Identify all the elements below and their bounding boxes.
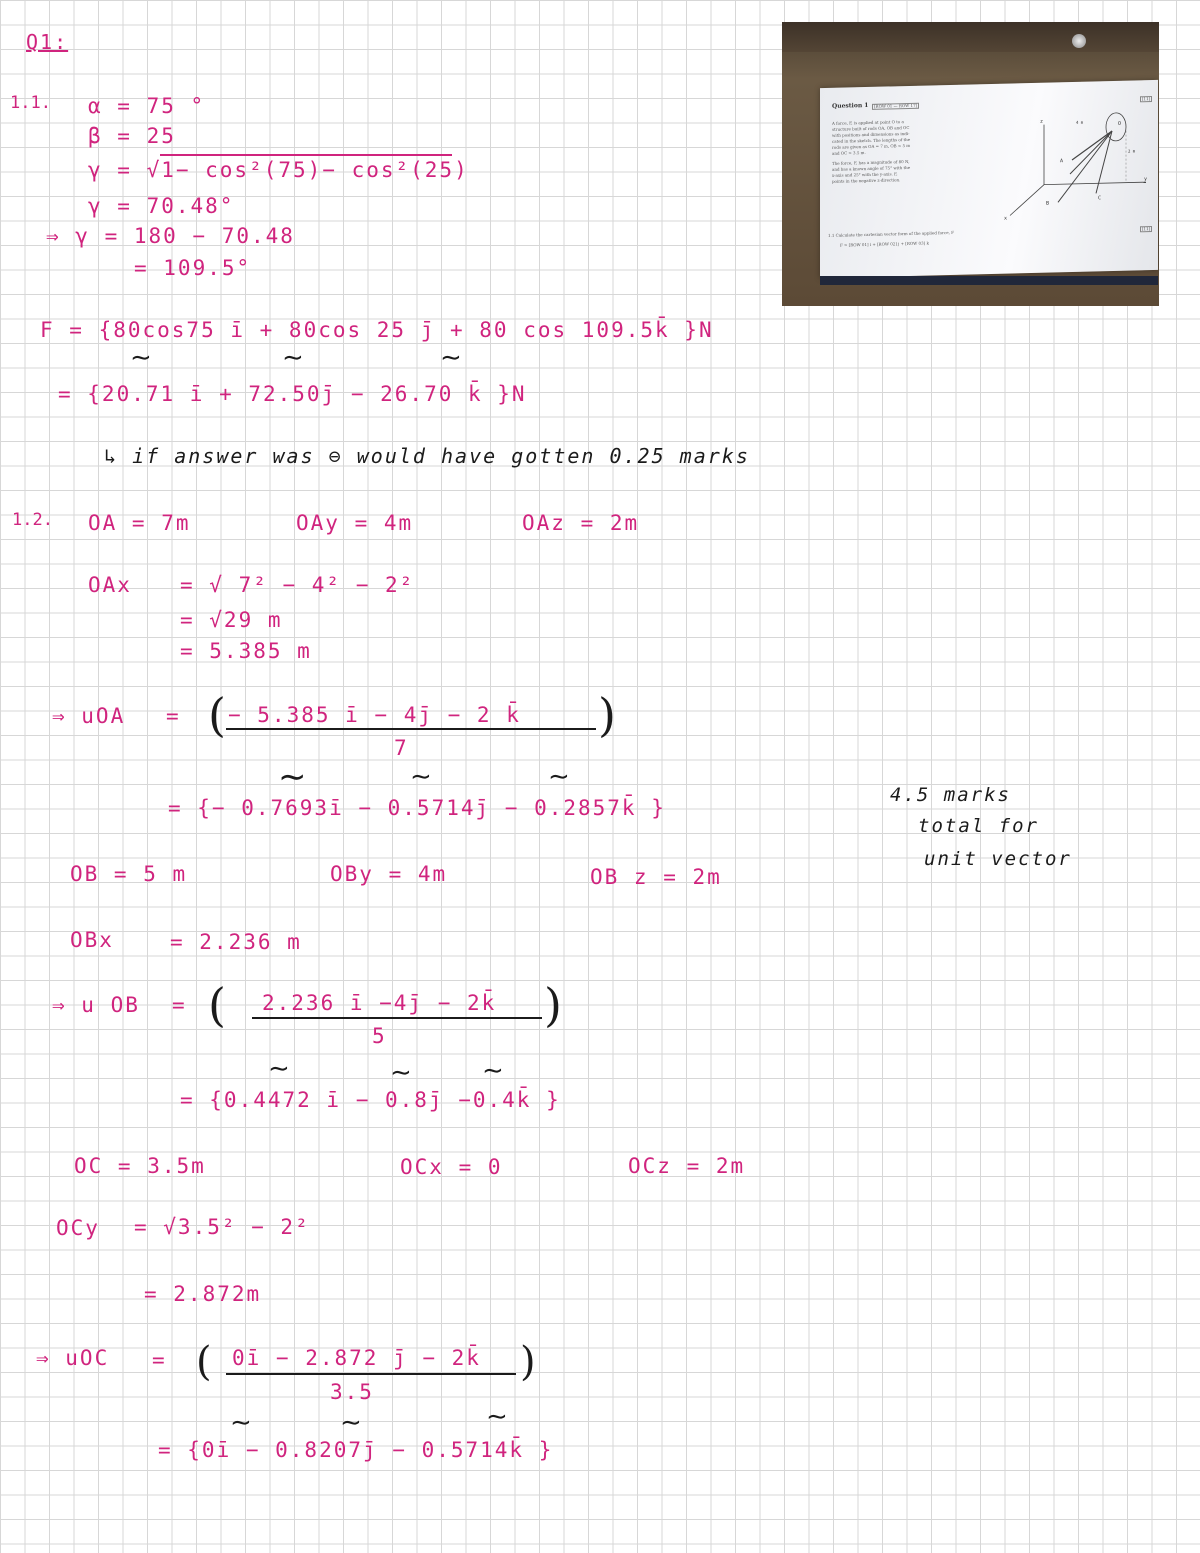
ceiling	[782, 22, 1159, 52]
uoc-numerator: 0ī − 2.872 j̄ − 2k̄	[232, 1346, 481, 1370]
tilde-mark: ∼	[482, 1056, 504, 1086]
right-paren: )	[520, 1339, 536, 1385]
diagram-label-o: O	[1118, 120, 1122, 127]
uoc-result: = {0ī − 0.8207j̄ − 0.5714k̄ }	[158, 1438, 554, 1462]
gamma-adjusted: ⇒ γ = 180 − 70.48	[46, 224, 295, 248]
camera-dome	[1072, 34, 1086, 48]
uoc-label: ⇒ uOC	[36, 1346, 110, 1370]
uob-denominator: 5	[372, 1024, 387, 1048]
oa-z: OAz = 2m	[522, 511, 640, 535]
photo-question-title: Question 1	[832, 101, 869, 110]
uoc-denominator: 3.5	[330, 1380, 374, 1404]
photo-prompt-line: and OC = 3.5 m.	[832, 150, 866, 156]
uob-equals: =	[172, 993, 187, 1017]
oa-x-step3: = 5.385 m	[180, 639, 312, 663]
photo-prompt-line: and has a known angle of 75° with the	[832, 164, 911, 172]
photo-prompt-line: with positions and dimensions as indi-	[832, 130, 910, 138]
photo-sub-question: 1.1 Calculate the cartesian vector form of the applied force, F	[828, 229, 954, 238]
ob-length: OB = 5 m	[70, 862, 188, 886]
force-result: = {20.71 ī + 72.50j̄ − 26.70 k̄ }N	[58, 382, 527, 406]
diagram-label-c: C	[1098, 195, 1102, 202]
uob-result: = {0.4472 ī − 0.8j̄ −0.4k̄ }	[180, 1088, 561, 1112]
tilde-mark: ∼	[410, 762, 432, 792]
alpha-line: α = 75 °	[88, 94, 206, 118]
side-note-line-2: total for	[918, 815, 1039, 837]
structure-diagram	[1000, 100, 1150, 224]
fraction-bar	[252, 1017, 542, 1019]
photo-prompt-line: x-axis and 25° with the y-axis. F,	[832, 171, 898, 178]
photo-sub-answer: F = [ROW 01] i + [ROW 02] j + [ROW 03] k	[840, 240, 929, 248]
diagram-label-x: x	[1004, 215, 1008, 222]
gamma-formula: γ = √1− cos²(75)− cos²(25)	[88, 158, 469, 182]
question-heading: Q1:	[26, 30, 69, 54]
uob-numerator: 2.236 ī −4j̄ − 2k̄	[262, 991, 497, 1015]
diagram-label-a: A	[1060, 158, 1064, 165]
gamma-value: γ = 70.48°	[88, 194, 235, 218]
right-paren: )	[544, 978, 562, 1032]
uoa-label: ⇒ uOA	[52, 704, 126, 728]
uob-label: ⇒ u OB	[52, 993, 140, 1017]
oa-length: OA = 7m	[88, 511, 191, 535]
uoa-equals: =	[166, 704, 181, 728]
photo-prompt-line: The force, F, has a magnitude of 80 N,	[832, 158, 910, 166]
oc-y-step1: = √3.5² − 2²	[134, 1215, 310, 1239]
tilde-mark: ∼	[340, 1408, 362, 1438]
photo-prompt-line: cated in the sketch. The lengths of the	[832, 136, 911, 144]
oa-x-step1: = √ 7² − 4² − 2²	[180, 573, 415, 597]
question-photo	[782, 22, 1159, 306]
photo-prompt-line: points in the negative z-direction.	[832, 177, 901, 184]
oc-z: OCz = 2m	[628, 1154, 746, 1178]
fraction-bar	[226, 1373, 516, 1375]
uoa-numerator: − 5.385 ī − 4j̄ − 2 k̄	[228, 703, 521, 727]
taskbar	[820, 276, 1158, 285]
tilde-mark: ∼	[130, 343, 152, 373]
ob-x-value: = 2.236 m	[170, 930, 302, 954]
photo-marks: [11]	[1142, 96, 1151, 102]
side-note-line-1: 4.5 marks	[890, 784, 1011, 806]
diagram-label-b: B	[1046, 200, 1050, 207]
part-1-1-label: 1.1.	[10, 93, 51, 113]
fraction-bar	[226, 728, 596, 730]
oa-x-step2: = √29 m	[180, 608, 283, 632]
right-paren: )	[598, 688, 616, 742]
diagram-label-4m: 4 m	[1076, 119, 1084, 125]
diagram-label-2m: 2 m	[1128, 148, 1136, 154]
oc-x: OCx = 0	[400, 1155, 503, 1179]
photo-prompt-line: A force, F, is applied at point O to a	[832, 119, 904, 126]
ob-x-label: OBx	[70, 928, 114, 952]
photo-prompt-line: rods are given as OA = 7 m, OB = 5 m	[832, 142, 911, 150]
force-expression: F = {80cos75 ī + 80cos 25 j̄ + 80 cos 109.5k̄ }N	[40, 318, 714, 342]
side-note-line-3: unit vector	[924, 848, 1072, 870]
ob-z: OB z = 2m	[590, 865, 722, 889]
left-paren: (	[208, 978, 226, 1032]
part-1-2-label: 1.2.	[12, 510, 53, 530]
tilde-mark: ∼	[278, 757, 307, 797]
photo-prompt-line: structure built of rods OA, OB and OC	[832, 124, 910, 132]
oa-y: OAy = 4m	[296, 511, 414, 535]
tilde-mark: ∼	[390, 1058, 412, 1088]
photo-row-tags: [ROW 01 — ROW 17]	[874, 102, 918, 109]
tilde-mark: ∼	[486, 1402, 508, 1432]
photo-sub-marks: [11]	[1142, 226, 1151, 232]
oc-y-step2: = 2.872m	[144, 1282, 262, 1306]
oc-y-label: OCy	[56, 1216, 100, 1240]
tilde-mark: ∼	[268, 1054, 290, 1084]
oa-x-label: OAx	[88, 573, 132, 597]
grading-note: ↳ if answer was ⊖ would have gotten 0.25 marks	[104, 444, 750, 468]
uoa-denominator: 7	[394, 736, 409, 760]
tilde-mark: ∼	[548, 762, 570, 792]
left-paren: (	[196, 1339, 212, 1385]
uoa-result: = {− 0.7693ī − 0.5714j̄ − 0.2857k̄ }	[168, 796, 666, 820]
diagram-label-z: z	[1040, 118, 1044, 125]
gamma-result: = 109.5°	[134, 256, 252, 280]
sqrt-overline	[160, 154, 452, 156]
tilde-mark: ∼	[440, 343, 462, 373]
diagram-label-y: y	[1144, 176, 1148, 183]
left-paren: (	[208, 688, 226, 742]
projector-screen	[820, 80, 1158, 278]
tilde-mark: ∼	[282, 343, 304, 373]
ob-y: OBy = 4m	[330, 862, 448, 886]
uoc-equals: =	[152, 1348, 167, 1372]
oc-length: OC = 3.5m	[74, 1154, 206, 1178]
beta-line: β = 25	[88, 124, 176, 148]
tilde-mark: ∼	[230, 1408, 252, 1438]
